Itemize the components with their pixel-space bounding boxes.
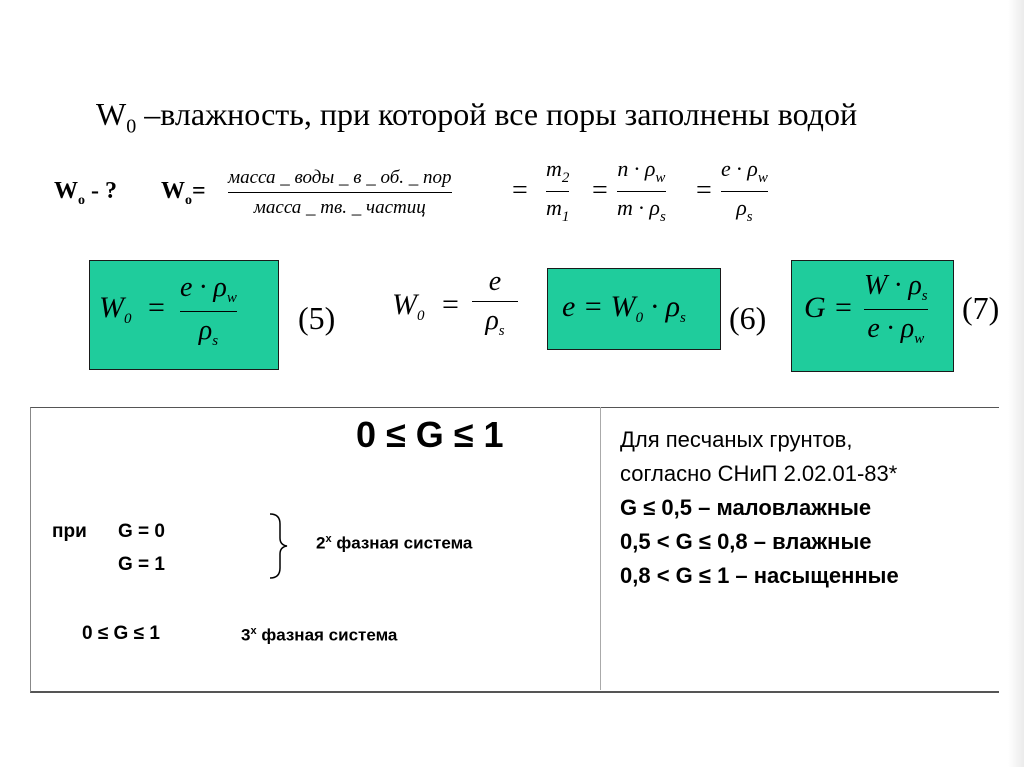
- slide-title: $W_0$ –влажность, при которой все поры заполнены водой: [96, 96, 858, 138]
- equals-sign: =: [512, 175, 528, 206]
- fraction-bar: [228, 192, 452, 193]
- two-phase-system-label: $2^х$ фазная система: [316, 533, 473, 553]
- fraction-n-rho-w-over-m-rho-s: $n \cdot \rho_w$ $m \cdot \rho_s$: [617, 156, 666, 225]
- sandy-soils-note: [620, 423, 899, 593]
- g-equals-1: G = 1: [118, 554, 165, 575]
- equals-sign: =: [835, 291, 852, 324]
- fraction-e-rho-w-over-rho-s: $e \cdot \rho_w$ $\rho_s$: [180, 272, 237, 349]
- saturation-range-heading: 0 ≤ G ≤ 1: [356, 414, 504, 455]
- note-line: согласно СНиП 2.02.01-83*: [620, 461, 898, 486]
- classification-saturated: 0,8 < G ≤ 1 – насыщенные: [620, 563, 899, 588]
- equals-sign: =: [148, 291, 165, 324]
- classification-low-moisture: G ≤ 0,5 – маловлажные: [620, 495, 872, 520]
- fraction-denominator: масса _ тв. _ частиц: [253, 197, 426, 218]
- fraction-numerator: масса _ воды _ в _ об. _ пор: [228, 167, 452, 188]
- void-ratio-formula: $e = W_0 \cdot \rho_s$: [562, 290, 686, 326]
- g-equals-0: G = 0: [118, 521, 165, 542]
- fraction-e-rho-w-over-rho-s: $e \cdot \rho_w$ $\rho_s$: [721, 156, 768, 225]
- equation-number-7: (7): [962, 290, 1000, 326]
- pri-label: при: [52, 521, 87, 542]
- slide-edge-shadow: [1008, 0, 1024, 767]
- equals-sign: =: [592, 175, 608, 206]
- w0-lhs: $W_0$: [392, 288, 425, 324]
- fraction-e-over-rho-s: e $\rho_s$: [472, 268, 518, 339]
- three-phase-system-label: $3^х$ фазная система: [241, 625, 398, 645]
- equation-number-6: (6): [729, 300, 767, 336]
- equals-sign: =: [442, 288, 459, 321]
- fraction-m2-over-m1: $m_2$ $m_1$: [546, 156, 570, 225]
- fraction-w-rho-s-over-e-rho-w: $W \cdot \rho_s$ $e \cdot \rho_w$: [864, 270, 928, 347]
- equals-sign: =: [696, 175, 712, 206]
- unknown-w0-label: $W_o$ - ?: [54, 178, 117, 208]
- w0-lhs: $W_0$: [99, 291, 132, 327]
- table-divider: [600, 407, 601, 690]
- classification-moist: 0,5 < G ≤ 0,8 – влажные: [620, 529, 872, 554]
- curly-brace-icon: [266, 512, 290, 580]
- range-small: 0 ≤ G ≤ 1: [82, 623, 160, 644]
- fraction-mass-water-over-mass-solids: [228, 168, 452, 217]
- w0-definition-label: $W_o=$: [161, 178, 206, 208]
- note-line: Для песчаных грунтов,: [620, 427, 853, 452]
- g-lhs: G: [804, 291, 826, 324]
- equation-number-5: (5): [298, 300, 336, 336]
